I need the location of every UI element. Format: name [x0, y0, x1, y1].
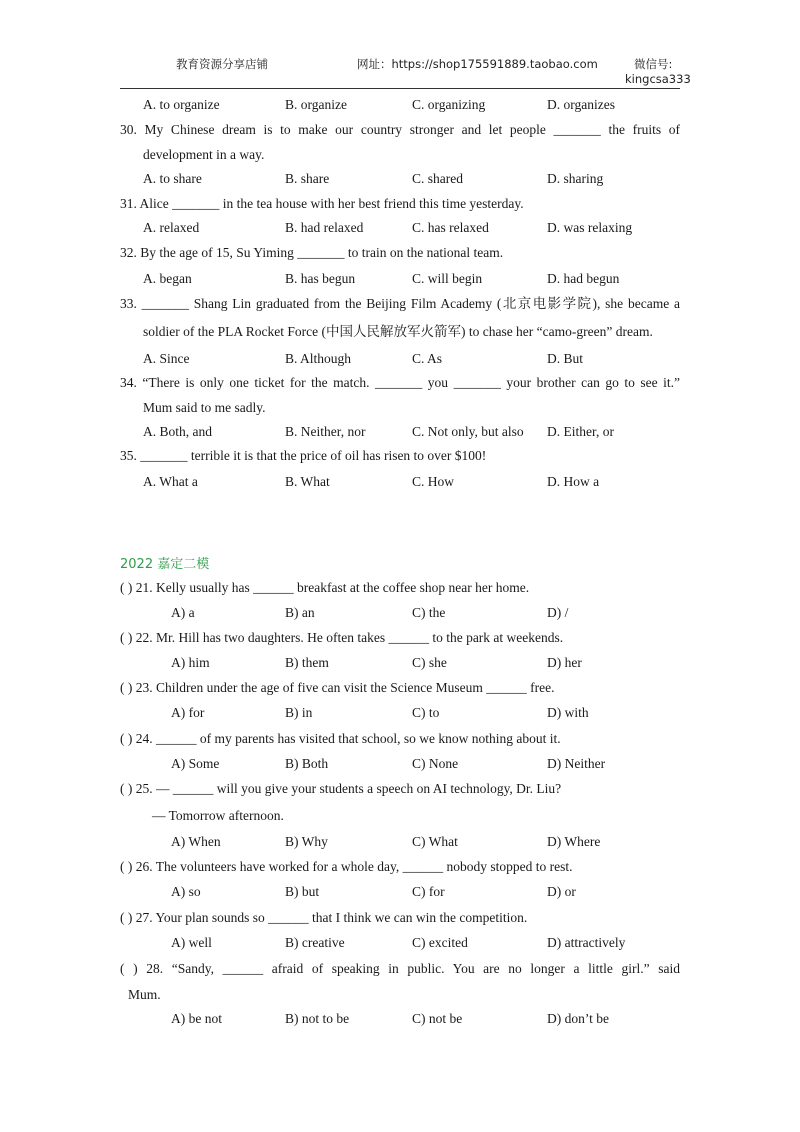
option-b: B) not to be	[285, 1011, 350, 1026]
option-d: D) Where	[547, 834, 601, 849]
option-d: D. Either, or	[547, 424, 614, 439]
question-text-cont: development in a way.	[143, 147, 265, 162]
option-d: D) don’t be	[547, 1011, 609, 1026]
option-c: C. Not only, but also	[412, 424, 524, 439]
option-a: A. relaxed	[143, 220, 200, 235]
option-a: A. to share	[143, 171, 202, 186]
option-d: D. sharing	[547, 171, 604, 186]
option-d: D. was relaxing	[547, 220, 633, 235]
option-b: B) Why	[285, 834, 328, 849]
option-b: B. had relaxed	[285, 220, 364, 235]
option-c: C. How	[412, 474, 455, 489]
option-a: A. to organize	[143, 97, 220, 112]
question-text: ( ) 25. — ______ will you give your students a speech on AI technology, Dr. Liu?	[120, 781, 562, 796]
option-c: C. has relaxed	[412, 220, 489, 235]
question-text: ( ) 27. Your plan sounds so ______ that I think we can win the competition.	[120, 910, 528, 925]
option-d: D. But	[547, 351, 584, 366]
option-d: D) /	[547, 605, 569, 620]
option-c: C) to	[412, 705, 440, 720]
question-text: 34. “There is only one ticket for the match. _______ you _______ your brother can go to see it.”	[120, 375, 680, 390]
section-title: 2022 嘉定二模	[120, 557, 210, 572]
header-shop-name: 教育资源分享店铺	[176, 57, 268, 71]
option-c: C) not be	[412, 1011, 463, 1026]
option-b: B. share	[285, 171, 330, 186]
option-a: A) so	[171, 884, 201, 899]
question-text: ( ) 21. Kelly usually has ______ breakfast at the coffee shop near her home.	[120, 580, 530, 595]
question-text: 35. _______ terrible it is that the price of oil has risen to over $100!	[120, 448, 487, 463]
option-a: A. Since	[143, 351, 190, 366]
option-b: B. Although	[285, 351, 352, 366]
option-d: D) with	[547, 705, 589, 720]
option-d: D. had begun	[547, 271, 620, 286]
option-b: B. Neither, nor	[285, 424, 366, 439]
option-c: C. organizing	[412, 97, 486, 112]
question-text-cont: Mum said to me sadly.	[143, 400, 266, 415]
option-c: C) she	[412, 655, 447, 670]
question-text: ( ) 28. “Sandy, ______ afraid of speaking in public. You are no longer a little girl.” said	[120, 961, 680, 976]
option-b: B) them	[285, 655, 329, 670]
question-text: 31. Alice _______ in the tea house with her best friend this time yesterday.	[120, 196, 524, 211]
question-text-cont: Mum.	[128, 987, 161, 1002]
question-text-cont: soldier of the PLA Rocket Force (中国人民解放军火箭军) to chase her “camo-green” dream.	[143, 324, 653, 339]
option-b: B. organize	[285, 97, 347, 112]
option-a: A. Both, and	[143, 424, 212, 439]
option-c: C) What	[412, 834, 458, 849]
option-a: A) Some	[171, 756, 220, 771]
option-a: A) for	[171, 705, 205, 720]
question-text: ( ) 26. The volunteers have worked for a whole day, ______ nobody stopped to rest.	[120, 859, 573, 874]
header-divider	[120, 88, 680, 89]
option-b: B. What	[285, 474, 330, 489]
option-c: C) None	[412, 756, 459, 771]
option-a: A) him	[171, 655, 210, 670]
question-text: ( ) 24. ______ of my parents has visited that school, so we know nothing about it.	[120, 731, 561, 746]
header-wechat-label: 微信号:	[634, 57, 673, 71]
option-d: D. How a	[547, 474, 600, 489]
option-c: C. As	[412, 351, 443, 366]
option-b: B) in	[285, 705, 313, 720]
option-c: C) for	[412, 884, 445, 899]
option-a: A) When	[171, 834, 221, 849]
question-text: 32. By the age of 15, Su Yiming _______ to train on the national team.	[120, 245, 504, 260]
option-a: A) well	[171, 935, 212, 950]
option-a: A. began	[143, 271, 192, 286]
question-answer-line: — Tomorrow afternoon.	[152, 808, 284, 823]
question-text: ( ) 23. Children under the age of five can visit the Science Museum ______ free.	[120, 680, 555, 695]
option-c: C) excited	[412, 935, 468, 950]
option-b: B) creative	[285, 935, 345, 950]
header-url[interactable]: 网址：https://shop175591889.taobao.com	[357, 57, 598, 71]
header-wechat-id: kingcsa333	[625, 72, 691, 86]
option-d: D) attractively	[547, 935, 626, 950]
option-d: D) her	[547, 655, 582, 670]
option-d: D) or	[547, 884, 576, 899]
option-b: B. has begun	[285, 271, 356, 286]
question-text: 30. My Chinese dream is to make our country stronger and let people _______ the fruits of	[120, 122, 680, 137]
option-c: C. shared	[412, 171, 463, 186]
option-d: D) Neither	[547, 756, 606, 771]
option-b: B) but	[285, 884, 320, 899]
option-a: A) a	[171, 605, 195, 620]
question-text: ( ) 22. Mr. Hill has two daughters. He often takes ______ to the park at weekends.	[120, 630, 564, 645]
option-b: B) an	[285, 605, 315, 620]
option-c: C. will begin	[412, 271, 483, 286]
option-d: D. organizes	[547, 97, 615, 112]
question-text: 33. _______ Shang Lin graduated from the Beijing Film Academy (北京电影学院), she became a	[120, 296, 680, 311]
option-a: A) be not	[171, 1011, 222, 1026]
option-b: B) Both	[285, 756, 329, 771]
option-c: C) the	[412, 605, 446, 620]
option-a: A. What a	[143, 474, 198, 489]
